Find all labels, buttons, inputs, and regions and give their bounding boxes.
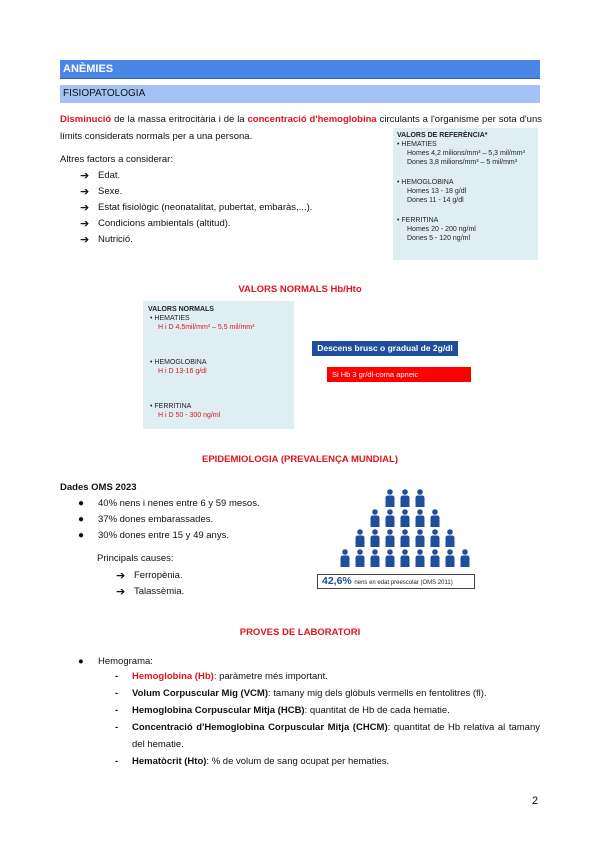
term: Concentració d'Hemoglobina Corpuscular Mitja (CHCM) (132, 722, 388, 733)
dash-icon: - (115, 688, 119, 699)
epidemiology-list (78, 496, 260, 544)
list-item (115, 719, 540, 753)
list-item-text: Talassèmia. (134, 586, 185, 597)
term: Hemoglobina (Hb) (132, 671, 214, 682)
person-icon (446, 549, 455, 567)
ref-value: Homes 20 - 200 ng/ml (407, 226, 476, 233)
person-icon (341, 549, 350, 567)
person-icon (386, 489, 395, 507)
bullet-icon: ● (78, 530, 85, 541)
list-item (78, 528, 260, 544)
dash-icon: - (115, 705, 119, 716)
normals-group-ferritina: • FERRITINA (150, 403, 192, 410)
normals-group-hematies: • HEMATIES (150, 315, 190, 322)
list-item-text: Condicions ambientals (altitud). (98, 218, 231, 229)
term: Volum Corpuscular Mig (VCM) (132, 688, 268, 699)
person-icon (416, 489, 425, 507)
causes-list (116, 568, 184, 600)
prevalence-caption: nens en edat preescolar (OMS 2011) (354, 580, 453, 586)
list-item (115, 753, 540, 770)
laboratory-list (115, 668, 540, 770)
list-item (116, 568, 184, 584)
intro-keyword-2: concentració d'hemoglobina (247, 114, 377, 125)
definition: : quantitat de Hb de cada hematie. (304, 705, 450, 716)
person-icon (431, 509, 440, 527)
arrow-icon: ➔ (80, 234, 90, 246)
normals-value: H i D 50 - 300 ng/ml (158, 412, 221, 419)
list-item-text: 37% dones embarassades. (98, 514, 214, 525)
definition: : tamany mig dels glòbuls vermells en fentolitres (fl). (268, 688, 487, 699)
epidemiology-title: EPIDEMIOLOGIA (PREVALENÇA MUNDIAL) (202, 454, 398, 465)
list-item-text: 40% nens i nenes entre 6 y 59 mesos. (98, 498, 260, 509)
definition: : % de volum de sang ocupat per hematies. (206, 756, 390, 767)
list-item (116, 584, 184, 600)
hemograma-label: Hemograma: (98, 656, 153, 667)
arrow-icon: ➔ (80, 202, 90, 214)
normals-value: H i D 4,5mil/mm³ – 5,5 mil/mm³ (158, 324, 255, 331)
person-icon (386, 529, 395, 547)
normal-values-box (143, 301, 294, 429)
causes-heading: Principals causes: (97, 553, 174, 564)
person-icon (446, 529, 455, 547)
arrow-icon: ➔ (80, 218, 90, 230)
arrow-icon: ➔ (80, 186, 90, 198)
list-item-text: Ferropènia. (134, 570, 183, 581)
person-icon (401, 509, 410, 527)
person-icon (356, 549, 365, 567)
banner-alert: Si Hb 3 gr/dl-coma apneic (327, 367, 471, 382)
person-icon (401, 489, 410, 507)
factors-block (60, 152, 360, 248)
list-item (78, 512, 260, 528)
ref-value: Dones 3,8 milions/mm³ – 5 mil/mm³ (407, 159, 518, 166)
person-icon (401, 549, 410, 567)
list-item (80, 184, 360, 200)
list-item (115, 685, 540, 702)
bullet-icon: ● (78, 514, 85, 525)
bullet-icon: ● (78, 656, 84, 667)
person-icon (386, 549, 395, 567)
reference-box-title: VALORS DE REFERÈNCIA* (397, 132, 488, 139)
normals-title: VALORS NORMALS Hb/Hto (238, 284, 362, 295)
arrow-icon: ➔ (116, 570, 126, 582)
normals-group-label: HEMATIES (154, 315, 190, 322)
subsection-title: FISIOPATOLOGIA (60, 85, 540, 103)
person-icon (371, 529, 380, 547)
ref-group-label: HEMOGLOBINA (401, 179, 454, 186)
list-item-text: Estat fisiològic (neonatalitat, pubertat, embaràs,...). (98, 202, 313, 213)
ref-value: Homes 4,2 milions/mm³ – 5,3 mil/mm³ (407, 150, 525, 157)
banner-descens: Descens brusc o gradual de 2g/dl (312, 341, 458, 356)
list-item-text: 30% dones entre 15 y 49 anys. (98, 530, 229, 541)
definition: : paràmetre més important. (213, 671, 328, 682)
list-item (115, 668, 540, 685)
person-icon (371, 549, 380, 567)
dash-icon: - (115, 722, 119, 733)
list-item (78, 496, 260, 512)
normals-group-hemoglobina: • HEMOGLOBINA (150, 359, 207, 366)
factors-heading: Altres factors a considerar: (60, 154, 173, 165)
dash-icon: - (115, 671, 119, 682)
reference-values-box (393, 128, 538, 260)
ref-group-hematies: • HEMATIES (397, 141, 437, 148)
normals-group-label: HEMOGLOBINA (154, 359, 207, 366)
ref-group-hemoglobina: • HEMOGLOBINA (397, 179, 454, 186)
term: Hematòcrit (Hto) (132, 756, 207, 767)
ref-group-label: HEMATIES (401, 141, 437, 148)
definition: : quantitat de Hb relativa al tamany del hematie. (132, 722, 540, 750)
prevalence-callout (317, 574, 475, 589)
ref-group-ferritina: • FERRITINA (397, 217, 439, 224)
laboratory-title: PROVES DE LABORATORI (239, 627, 361, 638)
term: Hemoglobina Corpuscular Mitja (HCB) (132, 705, 305, 716)
person-icon (401, 529, 410, 547)
person-icon (416, 529, 425, 547)
intro-text-1: de la massa eritrocitària i de la (111, 114, 248, 125)
dash-icon: - (115, 756, 119, 767)
page-number: 2 (532, 795, 539, 807)
list-item-text: Nutrició. (98, 234, 133, 245)
person-icon (416, 549, 425, 567)
ref-group-label: FERRITINA (401, 217, 439, 224)
intro-text-2: circulants a l'organisme per sota d'uns límits considerats normals per a una persona. (60, 114, 542, 142)
normals-value: H i D 13-16 g/dl (158, 368, 207, 375)
arrow-icon: ➔ (80, 170, 90, 182)
people-infographic (330, 487, 480, 572)
list-item (80, 200, 360, 216)
list-item (80, 232, 360, 248)
person-icon (356, 529, 365, 547)
list-item-text: Sexe. (98, 186, 123, 197)
person-icon (416, 509, 425, 527)
list-item-text: Edat. (98, 170, 121, 181)
ref-value: Homes 13 - 18 g/dl (407, 188, 467, 195)
list-item (80, 216, 360, 232)
list-item (80, 168, 360, 184)
list-item (115, 702, 540, 719)
intro-keyword-1: Disminució (60, 114, 112, 125)
person-icon (371, 509, 380, 527)
person-icon (461, 549, 470, 567)
epidemiology-source: Dades OMS 2023 (60, 482, 137, 493)
factors-list (80, 168, 360, 248)
ref-value: Dones 11 - 14 g/dl (407, 197, 464, 204)
people-pyramid (330, 487, 480, 572)
prevalence-value: 42,6% (322, 575, 352, 587)
bullet-icon: ● (78, 498, 85, 509)
section-title: ANÈMIES (60, 60, 540, 79)
normals-group-label: FERRITINA (154, 403, 192, 410)
person-icon (431, 549, 440, 567)
normals-box-title: VALORS NORMALS (148, 306, 214, 313)
arrow-icon: ➔ (116, 586, 126, 598)
ref-value: Dones 5 - 120 ng/ml (407, 235, 471, 242)
person-icon (386, 509, 395, 527)
person-icon (431, 529, 440, 547)
